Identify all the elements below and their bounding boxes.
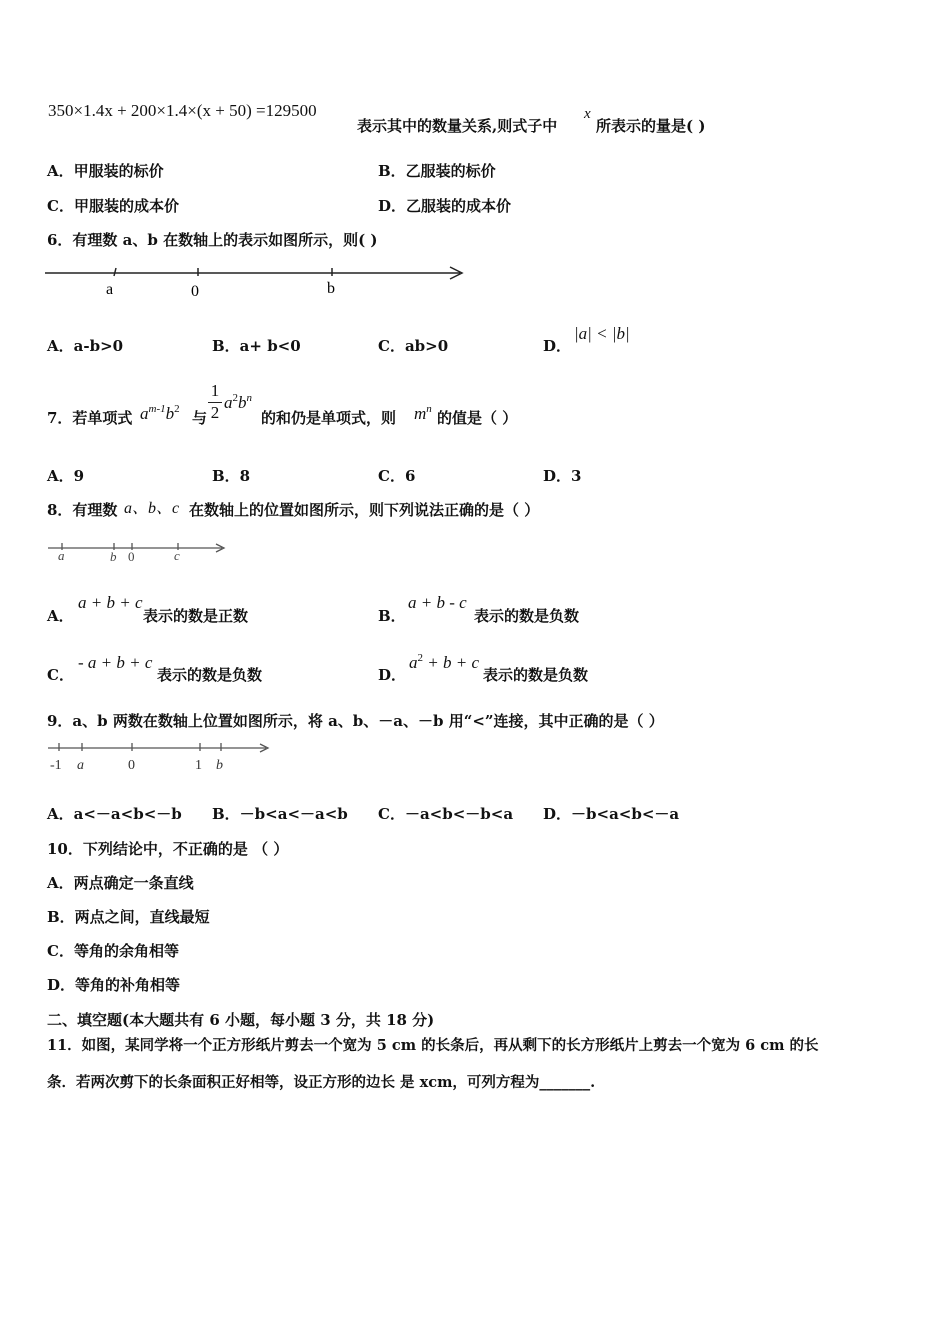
q8-stem-a: 8．有理数 xyxy=(47,501,118,519)
q5-option-a[interactable]: A．甲服装的标价 xyxy=(47,162,164,180)
q7-option-d[interactable]: D．3 xyxy=(543,467,582,485)
label-b: b xyxy=(110,549,117,564)
option-prefix: B． xyxy=(378,607,406,625)
q6-option-d-prefix: D． xyxy=(543,337,572,355)
label-0: 0 xyxy=(191,283,199,300)
q9-option-c[interactable]: C．－a<b<－b<a xyxy=(378,805,514,823)
q9-number-line xyxy=(44,740,274,774)
q7-and: 与 xyxy=(192,409,208,427)
q8-option-c-text: 表示的数是负数 xyxy=(157,666,263,684)
q9-option-a[interactable]: A．a<－a<b<－b xyxy=(47,805,182,823)
q8-option-c-math: - a + b + c xyxy=(78,653,153,672)
q6-option-c[interactable]: C．ab>0 xyxy=(378,337,449,355)
q6-option-b[interactable]: B．a+ b<0 xyxy=(212,337,301,355)
q5-option-c[interactable]: C．甲服装的成本价 xyxy=(47,197,179,215)
option-prefix: D． xyxy=(378,666,407,684)
q8-stem-b: 在数轴上的位置如图所示，则下列说法正确的是（ ） xyxy=(189,501,540,519)
q10-option-d[interactable]: D．等角的补角相等 xyxy=(47,976,181,994)
q11-line-2: 条．若两次剪下的长条面积正好相等，设正方形的边长 是 xcm，可列方程为_______. xyxy=(47,1074,596,1091)
label-0: 0 xyxy=(128,549,135,564)
q6-option-d-math: |a| < |b| xyxy=(574,324,630,343)
q8-option-c[interactable] xyxy=(47,665,74,685)
q7-option-a[interactable]: A．9 xyxy=(47,467,85,485)
label-minus-1: -1 xyxy=(50,758,62,773)
q6-option-a[interactable]: A．a-b>0 xyxy=(47,337,124,355)
q11-line-1: 11．如图，某同学将一个正方形纸片剪去一个宽为 5 cm 的长条后，再从剩下的长方形纸片上剪去一个宽为 6 cm 的长 xyxy=(47,1037,819,1054)
q8-option-d-text: 表示的数是负数 xyxy=(483,666,589,684)
q6-stem: 6．有理数 a、b 在数轴上的表示如图所示，则( ) xyxy=(47,231,378,249)
fraction-denominator: 2 xyxy=(208,402,222,423)
label-b: b xyxy=(216,758,223,773)
section-2-title: 二、填空题(本大题共有 6 小题，每小题 3 分，共 18 分) xyxy=(47,1011,435,1029)
fraction-numerator: 1 xyxy=(210,381,220,400)
q7-stem-a: 7．若单项式 xyxy=(47,409,133,427)
q7-monomial-2: $a^2b^n$ xyxy=(224,392,252,412)
q7-option-b[interactable]: B．8 xyxy=(212,467,251,485)
q10-stem: 10．下列结论中，不正确的是 （ ） xyxy=(47,840,289,858)
q5-var-x: x xyxy=(584,106,591,122)
q10-option-b[interactable]: B．两点之间，直线最短 xyxy=(47,908,210,926)
option-prefix: C． xyxy=(47,666,74,684)
tick-a xyxy=(114,268,116,276)
q7-option-c[interactable]: C．6 xyxy=(378,467,416,485)
q8-option-b[interactable] xyxy=(378,606,406,626)
label-1: 1 xyxy=(195,758,202,773)
q5-option-b[interactable]: B．乙服装的标价 xyxy=(378,162,496,180)
q9-option-d[interactable]: D．－b<a<b<－a xyxy=(543,805,680,823)
q8-option-d[interactable] xyxy=(378,665,406,685)
q7-stem-b: 的和仍是单项式，则 xyxy=(261,409,397,427)
q8-option-a[interactable] xyxy=(47,606,74,626)
label-b: b xyxy=(327,280,335,297)
q5-stem-a: 表示其中的数量关系,则式子中 xyxy=(357,117,558,135)
q10-option-a[interactable]: A．两点确定一条直线 xyxy=(47,874,194,892)
option-prefix: A． xyxy=(47,607,74,625)
label-a: a xyxy=(58,548,65,563)
q7-fraction xyxy=(208,381,222,423)
q9-stem: 9．a、b 两数在数轴上位置如图所示，将 a、b、－a、－b 用“<”连接，其中正确的是（ ） xyxy=(47,712,664,730)
label-a: a xyxy=(106,281,114,298)
q8-option-a-math: a + b + c xyxy=(78,593,143,612)
q8-option-d-math: $a^2 + b + c$ xyxy=(409,652,479,672)
q5-equation: 350×1.4x + 200×1.4×(x + 50) =129500 xyxy=(48,101,317,120)
q5-stem-b: 所表示的量是( ) xyxy=(596,117,706,135)
label-0: 0 xyxy=(128,758,135,773)
q7-stem-c: 的值是（ ） xyxy=(437,409,518,427)
q9-option-b[interactable]: B．－b<a<－a<b xyxy=(212,805,348,823)
q6-number-line xyxy=(40,262,470,302)
q8-number-line xyxy=(44,538,234,566)
q7-m-power-n: $m^n$ xyxy=(414,403,432,423)
label-a: a xyxy=(77,758,84,773)
label-c: c xyxy=(174,548,180,563)
q8-option-b-math: a + b - c xyxy=(408,593,467,612)
q6-option-d[interactable] xyxy=(543,336,571,356)
q5-option-d[interactable]: D．乙服装的成本价 xyxy=(378,197,512,215)
q10-option-c[interactable]: C．等角的余角相等 xyxy=(47,942,179,960)
q8-option-a-text: 表示的数是正数 xyxy=(143,607,249,625)
q8-vars: a、b、c xyxy=(124,500,180,517)
q7-monomial-1: $a^{m-1}b^2$ xyxy=(140,403,180,423)
q8-option-b-text: 表示的数是负数 xyxy=(474,607,580,625)
